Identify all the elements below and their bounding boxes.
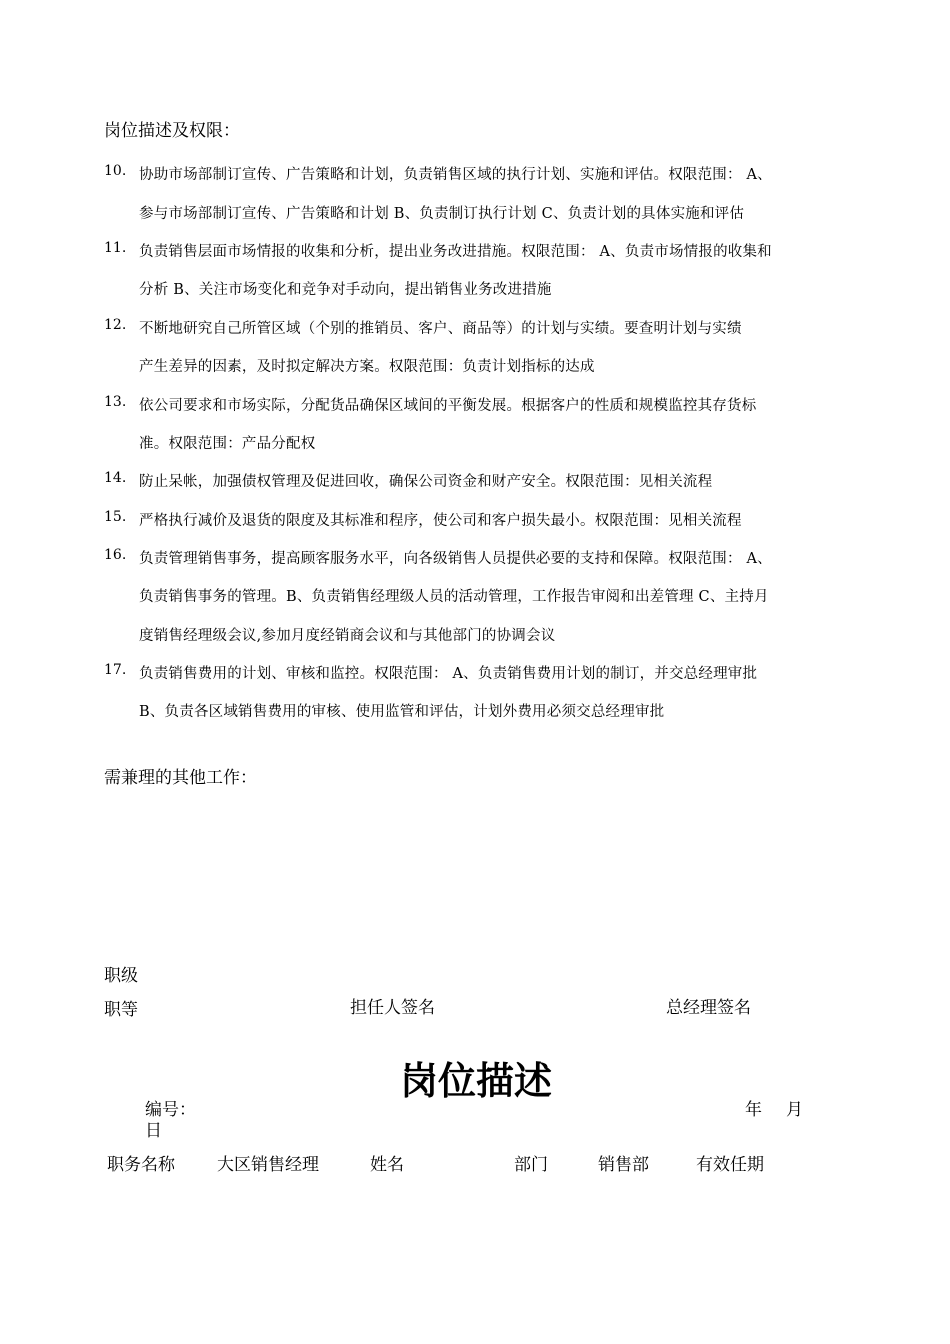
department-label: 部门 — [514, 1155, 548, 1175]
item-line: 负责销售事务的管理。B、负责销售经理级人员的活动管理，工作报告审阅和出差管理 C、主持月 — [139, 589, 769, 605]
position-label: 职务名称 — [107, 1155, 175, 1175]
term-label: 有效任期 — [696, 1155, 764, 1175]
day-label: 日 — [145, 1121, 162, 1141]
item-line: 依公司要求和市场实际，分配货品确保区域间的平衡发展。根据客户的性质和规模监控其存货标 — [139, 398, 757, 414]
item-number: 12. — [104, 317, 127, 333]
item-line: 准。权限范围：产品分配权 — [139, 436, 316, 452]
item-line: 负责管理销售事务，提高顾客服务水平，向各级销售人员提供必要的支持和保障。权限范围： A、 — [139, 551, 772, 567]
rank-label: 职级 — [104, 966, 138, 986]
item-line: 负责销售费用的计划、审核和监控。权限范围： A、负责销售费用计划的制订，并交总经理审批 — [139, 666, 758, 682]
item-line: 产生差异的因素，及时拟定解决方案。权限范围：负责计划指标的达成 — [139, 359, 595, 375]
item-number: 13. — [104, 394, 127, 410]
page-title: 岗位描述 — [400, 1059, 553, 1103]
item-line: 度销售经理级会议,参加月度经销商会议和与其他部门的协调会议 — [139, 628, 556, 644]
item-line: 不断地研究自己所管区域（个别的推销员、客户、商品等）的计划与实绩。要查明计划与实绩 — [139, 321, 742, 337]
item-line: 严格执行减价及退货的限度及其标准和程序，使公司和客户损失最小。权限范围：见相关流程 — [139, 513, 742, 529]
gm-signature-label: 总经理签名 — [666, 998, 751, 1018]
item-line: 参与市场部制订宣传、广告策略和计划 B、负责制订执行计划 C、负责计划的具体实施和评估 — [139, 206, 745, 222]
section-heading: 岗位描述及权限： — [104, 121, 240, 141]
month-label: 月 — [786, 1100, 803, 1120]
item-line: B、负责各区域销售费用的审核、使用监管和评估，计划外费用必须交总经理审批 — [139, 704, 665, 720]
name-label: 姓名 — [370, 1155, 404, 1175]
year-label: 年 — [745, 1100, 762, 1120]
department-value: 销售部 — [598, 1155, 649, 1175]
item-number: 15. — [104, 509, 127, 525]
item-number: 14. — [104, 470, 127, 486]
item-number: 17. — [104, 662, 127, 678]
item-number: 11. — [104, 240, 127, 256]
item-number: 10. — [104, 163, 127, 179]
item-line: 分析 B、关注市场变化和竞争对手动向，提出销售业务改进措施 — [139, 282, 552, 298]
holder-signature-label: 担任人签名 — [350, 998, 435, 1018]
item-number: 16. — [104, 547, 127, 563]
number-label: 编号： — [145, 1100, 196, 1120]
item-line: 防止呆帐，加强债权管理及促进回收，确保公司资金和财产安全。权限范围：见相关流程 — [139, 474, 713, 490]
item-line: 负责销售层面市场情报的收集和分析，提出业务改进措施。权限范围： A、负责市场情报的收集和 — [139, 244, 772, 260]
item-line: 协助市场部制订宣传、广告策略和计划，负责销售区域的执行计划、实施和评估。权限范围： A、 — [139, 167, 772, 183]
position-value: 大区销售经理 — [217, 1155, 319, 1175]
other-work-heading: 需兼理的其他工作： — [104, 768, 257, 788]
grade-label: 职等 — [104, 1000, 138, 1020]
